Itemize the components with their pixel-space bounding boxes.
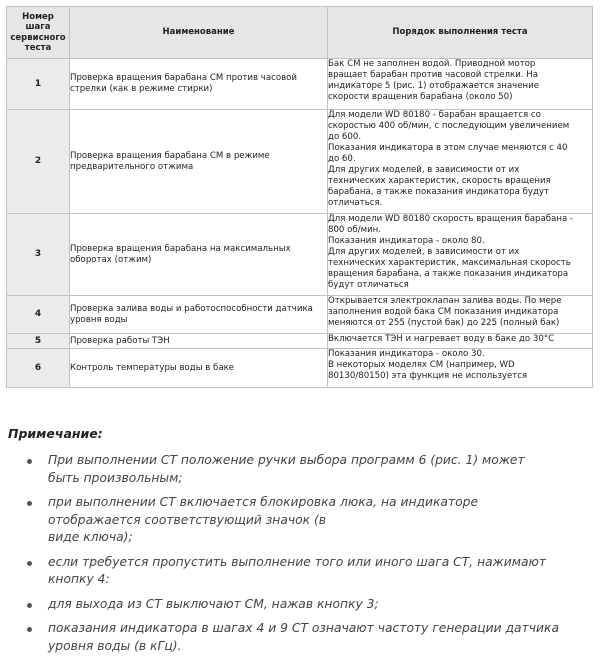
- step-number: 6: [7, 349, 70, 388]
- test-name: Контроль температуры воды в баке: [70, 349, 328, 388]
- step-number: 5: [7, 334, 70, 349]
- test-procedure: Открывается электроклапан залива воды. По мере заполнения водой бака СМ показания индикатора меняются от 255 (пустой бак) до 225 (полный бак): [328, 296, 593, 334]
- note-item: [0, 554, 600, 589]
- note-text: для выхода из СТ выключают СМ, нажав кнопку 3;: [48, 596, 379, 611]
- note-text: при выполнении СТ включается блокировка люка, на индикаторе отображается соответствующий значок (в виде ключа);: [48, 495, 479, 544]
- bullet-icon: [27, 561, 32, 566]
- note-item: [0, 620, 600, 655]
- note-title: Примечание:: [8, 426, 103, 441]
- table-row: [7, 59, 593, 110]
- test-name: Проверка вращения барабана СМ против часовой стрелки (как в режиме стирки): [70, 59, 328, 110]
- test-name: Проверка вращения барабана на максимальных оборотах (отжим): [70, 214, 328, 296]
- note-item: [0, 494, 600, 547]
- step-number: 3: [7, 214, 70, 296]
- table-row: [7, 296, 593, 334]
- note-item: [0, 452, 600, 487]
- service-test-table-container: [6, 6, 592, 388]
- table-row: [7, 110, 593, 214]
- test-procedure: Включается ТЭН и нагревает воду в баке до 30°С: [328, 334, 593, 349]
- test-name: Проверка работы ТЭН: [70, 334, 328, 349]
- test-name: Проверка вращения барабана СМ в режиме предварительного отжима: [70, 110, 328, 214]
- bullet-icon: [27, 501, 32, 506]
- step-number: 4: [7, 296, 70, 334]
- header-name: Наименование: [70, 7, 328, 59]
- note-list: [0, 452, 600, 662]
- table-row: [7, 214, 593, 296]
- bullet-icon: [27, 603, 32, 608]
- table-row: [7, 349, 593, 388]
- bullet-icon: [27, 627, 32, 632]
- test-procedure: Для модели WD 80180 скорость вращения барабана - 800 об/мин. Показания индикатора - около 80. Для других моделей, в зависимости от их технических характеристик, максимальная скорость вращения барабана, а также показания индикатора будут отличаться: [328, 214, 593, 296]
- bullet-icon: [27, 459, 32, 464]
- note-text: При выполнении СТ положение ручки выбора программ 6 (рис. 1) может быть произвольным;: [48, 453, 525, 485]
- header-step-number: Номер шага сервисного теста: [7, 7, 70, 59]
- step-number: 2: [7, 110, 70, 214]
- note-text: если требуется пропустить выполнение того или иного шага СТ, нажимают кнопку 4:: [48, 554, 547, 586]
- step-number: 1: [7, 59, 70, 110]
- test-name: Проверка залива воды и работоспособности датчика уровня воды: [70, 296, 328, 334]
- table-row: [7, 334, 593, 349]
- test-procedure: Бак СМ не заполнен водой. Приводной мотор вращает барабан против часовой стрелки. На индикаторе 5 (рис. 1) отображается значение скорости вращения барабана (около 50): [328, 59, 593, 110]
- test-procedure: Для модели WD 80180 - барабан вращается со скоростью 400 об/мин, с последующим увеличением до 600. Показания индикатора в этом случае меняются с 40 до 60. Для других моделей, в зависимости от их технических характеристик, скорость вращения барабана, а также показания индикатора будут отличаться.: [328, 110, 593, 214]
- service-test-table: [6, 6, 593, 388]
- note-item: [0, 596, 600, 614]
- test-procedure: Показания индикатора - около 30. В некоторых моделях СМ (например, WD 80130/80150) эта функция не используется: [328, 349, 593, 388]
- note-text: показания индикатора в шагах 4 и 9 СТ означают частоту генерации датчика уровня воды (в кГц).: [48, 621, 559, 653]
- header-procedure: Порядок выполнения теста: [328, 7, 593, 59]
